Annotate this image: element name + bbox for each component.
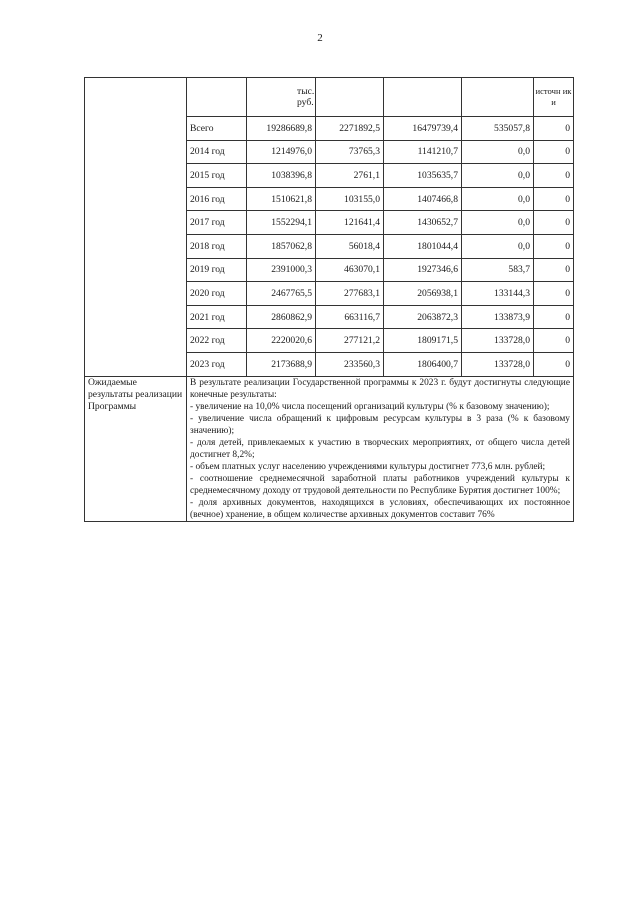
results-item: - увеличение на 10,0% числа посещений организаций культуры (% к базовому значению); xyxy=(190,401,550,412)
row-other-sources: 0 xyxy=(534,164,574,188)
row-total: 1552294,1 xyxy=(247,211,316,235)
row-federal: 463070,1 xyxy=(316,258,384,282)
row-total: 2173688,9 xyxy=(247,352,316,376)
row-regional: 2056938,1 xyxy=(384,282,462,306)
page-number: 2 xyxy=(317,32,323,44)
row-regional: 1809171,5 xyxy=(384,329,462,353)
row-total: 1214976,0 xyxy=(247,140,316,164)
row-other-sources: 0 xyxy=(534,305,574,329)
row-regional: 1927346,6 xyxy=(384,258,462,282)
row-total: 1038396,8 xyxy=(247,164,316,188)
header-empty-cell xyxy=(316,78,384,117)
row-total: 1510621,8 xyxy=(247,187,316,211)
row-local: 133144,3 xyxy=(462,282,534,306)
row-federal: 121641,4 xyxy=(316,211,384,235)
table-header-row xyxy=(85,78,574,117)
row-federal: 2271892,5 xyxy=(316,117,384,141)
row-federal: 73765,3 xyxy=(316,140,384,164)
row-other-sources: 0 xyxy=(534,140,574,164)
results-text xyxy=(187,376,574,521)
row-local: 0,0 xyxy=(462,164,534,188)
funding-table xyxy=(84,77,574,522)
row-federal: 56018,4 xyxy=(316,234,384,258)
header-empty-cell xyxy=(384,78,462,117)
source-header: источн ики xyxy=(534,78,574,117)
results-row xyxy=(85,376,574,521)
row-federal: 663116,7 xyxy=(316,305,384,329)
row-other-sources: 0 xyxy=(534,329,574,353)
results-item: - доля детей, привлекаемых к участию в творческих мероприятиях, от общего числа детей достигнет 8,2%; xyxy=(190,437,570,460)
row-year: 2017 год xyxy=(187,211,247,235)
row-other-sources: 0 xyxy=(534,117,574,141)
row-local: 133873,9 xyxy=(462,305,534,329)
row-regional: 1801044,4 xyxy=(384,234,462,258)
results-item: - соотношение среднемесячной заработной платы работников учреждений культуры к среднемесячному доходу от трудовой деятельности по Республике Бурятия достигнет 100%; xyxy=(190,473,570,496)
row-regional: 1407466,8 xyxy=(384,187,462,211)
results-intro: В результате реализации Государственной программы к 2023 г. будут достигнуты следующие конечные результаты: xyxy=(190,377,570,400)
row-year: 2014 год xyxy=(187,140,247,164)
header-empty-cell xyxy=(462,78,534,117)
row-other-sources: 0 xyxy=(534,187,574,211)
row-year: 2022 год xyxy=(187,329,247,353)
row-total: 2391000,3 xyxy=(247,258,316,282)
unit-header: тыс. руб. xyxy=(247,78,316,117)
row-year: 2018 год xyxy=(187,234,247,258)
row-local: 0,0 xyxy=(462,187,534,211)
row-federal: 2761,1 xyxy=(316,164,384,188)
row-total: 2220020,6 xyxy=(247,329,316,353)
row-year: 2020 год xyxy=(187,282,247,306)
row-regional: 1806400,7 xyxy=(384,352,462,376)
row-local: 535057,8 xyxy=(462,117,534,141)
row-regional: 1430652,7 xyxy=(384,211,462,235)
results-item: - объем платных услуг населению учреждениями культуры достигнет 773,6 млн. рублей; xyxy=(190,461,546,472)
results-item: - увеличение числа обращений к цифровым ресурсам культуры в 3 раза (% к базовому значению); xyxy=(190,413,570,436)
row-local: 133728,0 xyxy=(462,352,534,376)
row-federal: 277121,2 xyxy=(316,329,384,353)
row-other-sources: 0 xyxy=(534,234,574,258)
row-total: 1857062,8 xyxy=(247,234,316,258)
row-year: 2021 год xyxy=(187,305,247,329)
row-total: 2467765,5 xyxy=(247,282,316,306)
row-other-sources: 0 xyxy=(534,258,574,282)
row-regional: 16479739,4 xyxy=(384,117,462,141)
row-local: 0,0 xyxy=(462,140,534,164)
row-local: 0,0 xyxy=(462,234,534,258)
row-year: 2019 год xyxy=(187,258,247,282)
results-item: - доля архивных документов, находящихся в условиях, обеспечивающих их постоянное (вечное) хранение, в общем количестве архивных документов составит 76% xyxy=(190,497,570,520)
row-year: 2015 год xyxy=(187,164,247,188)
row-regional: 1141210,7 xyxy=(384,140,462,164)
row-regional: 2063872,3 xyxy=(384,305,462,329)
row-federal: 277683,1 xyxy=(316,282,384,306)
funding-label-cell xyxy=(85,78,187,377)
row-total: 19286689,8 xyxy=(247,117,316,141)
row-local: 133728,0 xyxy=(462,329,534,353)
header-empty-cell xyxy=(187,78,247,117)
row-local: 0,0 xyxy=(462,211,534,235)
results-label: Ожидаемые результаты реализации Программы xyxy=(85,376,187,521)
row-local: 583,7 xyxy=(462,258,534,282)
row-federal: 103155,0 xyxy=(316,187,384,211)
row-federal: 233560,3 xyxy=(316,352,384,376)
row-total: 2860862,9 xyxy=(247,305,316,329)
row-year: 2023 год xyxy=(187,352,247,376)
row-regional: 1035635,7 xyxy=(384,164,462,188)
row-year: 2016 год xyxy=(187,187,247,211)
row-year: Всего xyxy=(187,117,247,141)
row-other-sources: 0 xyxy=(534,211,574,235)
row-other-sources: 0 xyxy=(534,282,574,306)
row-other-sources: 0 xyxy=(534,352,574,376)
